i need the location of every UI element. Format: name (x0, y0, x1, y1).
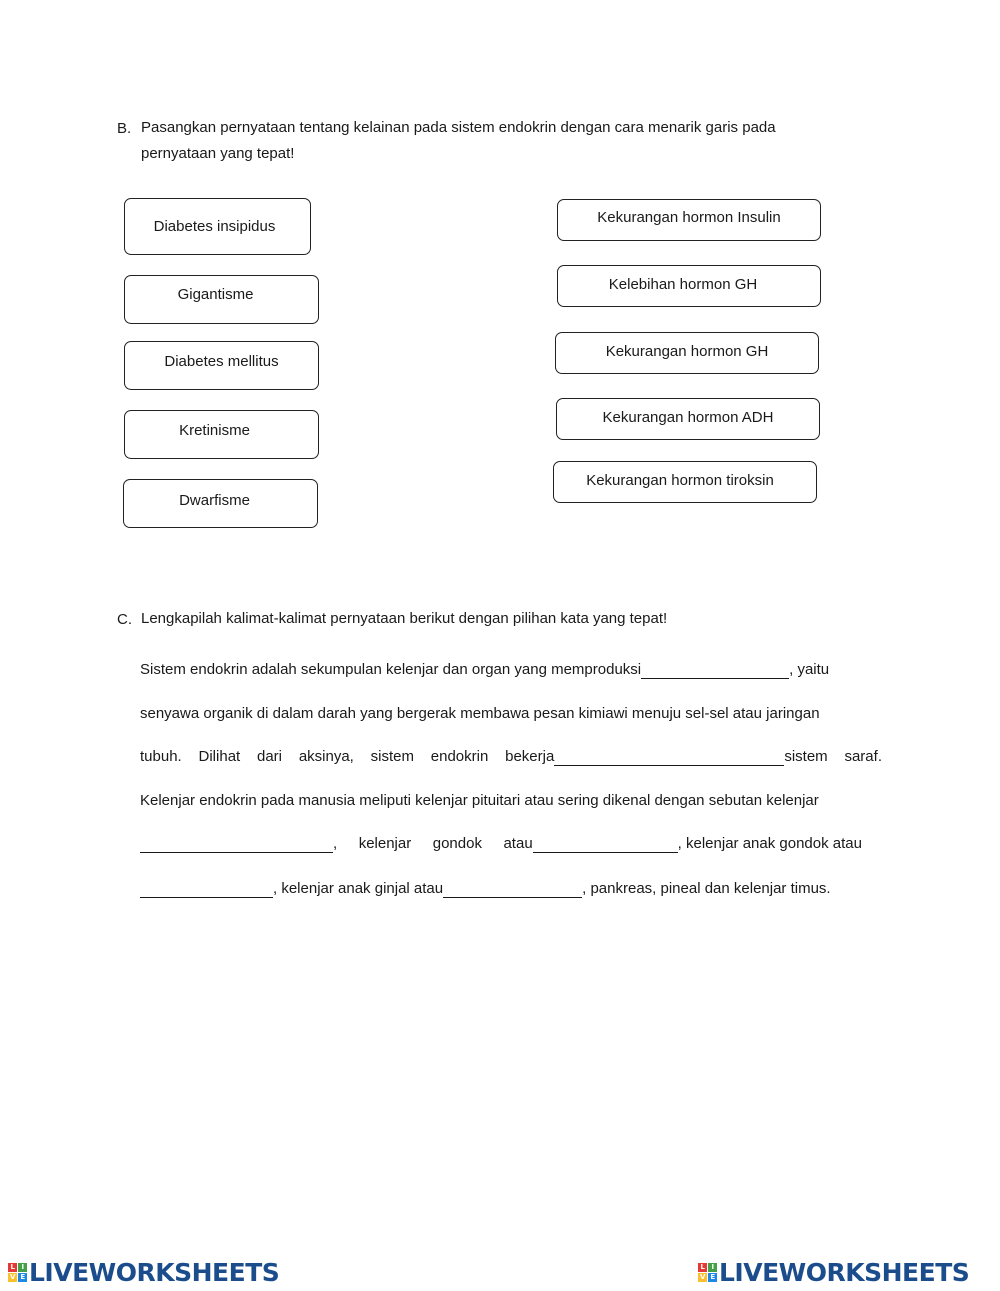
match-left-item-4-label: Kretinisme (179, 422, 250, 439)
blank-input-3[interactable] (140, 834, 333, 853)
paragraph-word: tubuh. (140, 748, 182, 765)
match-left-item-5-label: Dwarfisme (179, 492, 250, 509)
logo-letter: E (708, 1273, 717, 1282)
paragraph-blank-group (503, 833, 862, 855)
match-left-item-2-label: Gigantisme (177, 286, 254, 303)
paragraph-text-6b: , pankreas, pineal dan kelenjar timus. (582, 880, 831, 897)
paragraph-word: aksinya, (298, 748, 354, 765)
section-b-instruction-line1: Pasangkan pernyataan tentang kelainan pada sistem endokrin dengan cara menarik garis pada (141, 119, 776, 136)
paragraph-word: Dilihat (198, 748, 241, 765)
match-right-item-4[interactable] (556, 398, 820, 440)
paragraph-line-1 (140, 659, 882, 681)
paragraph-word: dari (257, 748, 283, 765)
match-left-item-2[interactable] (124, 275, 319, 324)
paragraph-word: saraf. (844, 748, 882, 765)
liveworksheets-logo-left (8, 1256, 279, 1288)
paragraph-word-with-blank (505, 746, 828, 768)
paragraph-line-6 (140, 878, 882, 900)
paragraph-text (140, 659, 829, 681)
blank-input-6[interactable] (443, 879, 582, 898)
paragraph-text-6a: , kelenjar anak ginjal atau (273, 880, 444, 897)
paragraph-word: atau (503, 835, 533, 852)
section-b-letter: B. (117, 120, 132, 137)
blank-input-5[interactable] (140, 879, 273, 898)
logo-letter: I (18, 1263, 27, 1272)
liveworksheets-logo-right (698, 1256, 969, 1288)
match-right-item-2[interactable] (557, 265, 821, 307)
paragraph-blank-group (140, 833, 337, 855)
logo-letter: E (18, 1273, 27, 1282)
match-left-item-3[interactable] (124, 341, 319, 390)
match-left-item-1[interactable] (124, 198, 311, 255)
section-b-instruction (141, 115, 776, 167)
match-right-item-1-label: Kekurangan hormon Insulin (597, 209, 781, 226)
match-left-item-4[interactable] (124, 410, 319, 459)
blank-input-1[interactable] (641, 660, 789, 679)
paragraph-word: endokrin (430, 748, 489, 765)
section-c-letter: C. (117, 611, 132, 628)
paragraph-text-1b: , yaitu (789, 661, 830, 678)
match-right-item-5-label: Kekurangan hormon tiroksin (586, 471, 774, 489)
paragraph-line-4: Kelenjar endokrin pada manusia meliputi kelenjar pituitari atau sering dikenal dengan sebutan kelenjar (140, 792, 819, 809)
logo-letter: V (698, 1273, 707, 1282)
match-left-item-1-label: Diabetes insipidus (153, 218, 276, 235)
section-c-instruction: Lengkapilah kalimat-kalimat pernyataan berikut dengan pilihan kata yang tepat! (141, 610, 668, 627)
logo-mark-icon (698, 1263, 717, 1282)
brand-name: LIVEWORKSHEETS (29, 1257, 280, 1287)
paragraph-line-5 (140, 833, 862, 855)
paragraph-word: , (333, 835, 338, 852)
match-right-item-1[interactable] (557, 199, 821, 241)
logo-letter: V (8, 1273, 17, 1282)
blank-input-2[interactable] (554, 747, 784, 766)
logo-mark-icon (8, 1263, 27, 1282)
paragraph-word: sistem (784, 748, 828, 765)
logo-letter: L (8, 1263, 17, 1272)
match-right-item-3[interactable] (555, 332, 819, 374)
paragraph-word: , kelenjar anak gondok atau (677, 835, 862, 852)
match-left-item-5[interactable] (123, 479, 318, 528)
logo-letter: I (708, 1263, 717, 1272)
brand-name: LIVEWORKSHEETS (719, 1257, 970, 1287)
paragraph-text-1a: Sistem endokrin adalah sekumpulan kelenjar dan organ yang memproduksi (140, 661, 642, 678)
paragraph-word: gondok (432, 835, 482, 852)
match-right-item-4-label: Kekurangan hormon ADH (602, 408, 774, 426)
blank-input-4[interactable] (533, 834, 678, 853)
match-left-item-3-label: Diabetes mellitus (164, 353, 279, 370)
paragraph-line-2: senyawa organik di dalam darah yang bergerak membawa pesan kimiawi menuju sel-sel atau jaringan (140, 705, 820, 722)
match-right-item-2-label: Kelebihan hormon GH (608, 275, 758, 293)
section-b-instruction-line2: pernyataan yang tepat! (141, 145, 295, 162)
paragraph-word: bekerja (505, 748, 555, 765)
paragraph-line-3 (140, 746, 882, 768)
paragraph-word: sistem (370, 748, 414, 765)
logo-letter: L (698, 1263, 707, 1272)
paragraph-word: kelenjar (358, 835, 412, 852)
match-right-item-3-label: Kekurangan hormon GH (605, 342, 769, 360)
match-right-item-5[interactable] (553, 461, 817, 503)
